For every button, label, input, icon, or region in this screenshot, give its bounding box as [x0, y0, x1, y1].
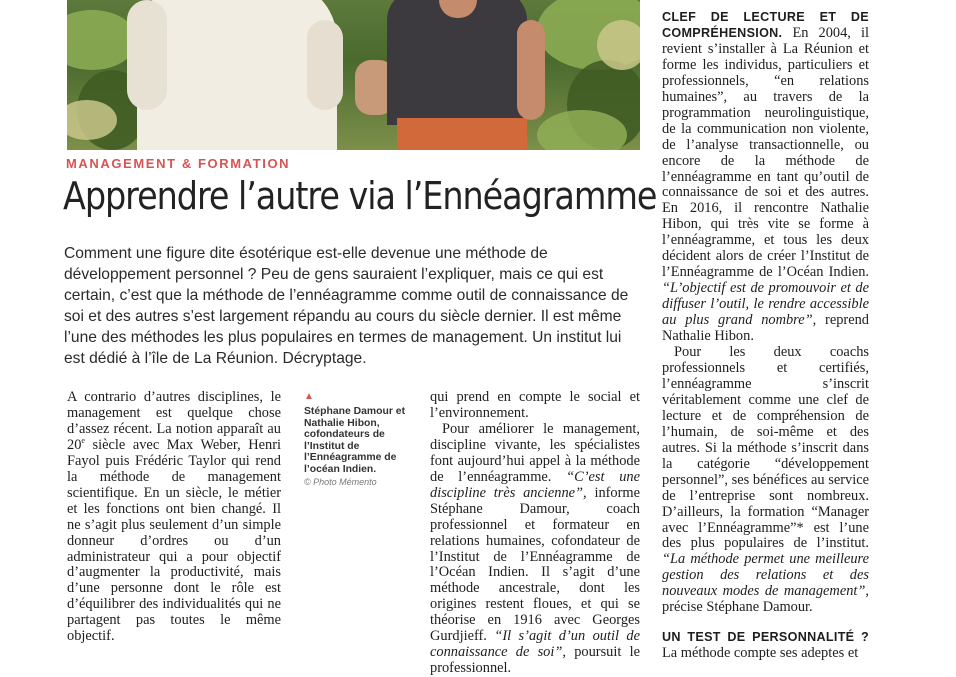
subhead-test: UN TEST DE PERSONNALITÉ ?: [662, 630, 869, 645]
photo-credit: © Photo Mémento: [304, 477, 377, 487]
article-photo: [67, 0, 640, 150]
body-column-3: qui prend en compte le social et l’environnement. Pour améliorer le management, discipline vivante, les spécialistes font aujourd’hui appel à la méthode de l’ennéagramme. “C’est une discipline très ancienne”, informe Stéphane Damour, coach professionnel et formateur en relations humaines, cofondateur de l’Institut de l’Ennéagramme de l’Océan Indien. Il s’agit d’une méthode ancestrale, dont les origines restent floues, et qui se théorise en 1916 avec Georges Gurdjieff. “Il s’agit d’un outil de connaissance de soi”, poursuit le professionnel.: [430, 389, 640, 677]
article-lead: Comment une figure dite ésotérique est-elle devenue une méthode de développement personnel ? Peu de gens sauraient l’expliquer, mais ce qui est certain, c’est que la méthode de l’ennéagramme comme outil de connaissance de soi et des autres s’est largement répandu au cours du siècle dernier. Il est même l’une des méthodes les plus populaires en termes de management. Un institut lui est dédié à l’île de La Réunion. Décryptage.: [64, 245, 629, 367]
photo-caption: [304, 391, 414, 487]
caption-text: Stéphane Damour et Nathalie Hibon, cofondateurs de l’Institut de l’Ennéagramme de l’océan Indien.: [304, 406, 406, 475]
body-column-4: CLEF DE LECTURE ET DE COMPRÉHENSION. En 2004, il revient s’installer à La Réunion et forme les individus, particuliers et professionnels, “en relations humaines”, au travers de la programmation neurolinguistique, de la communication non violente, de l’analyse transactionnelle, ou encore de la méthode de l’ennéagramme en tant qu’outil de connaissance de soi et des autres. En 2016, il rencontre Nathalie Hibon, qui très vite se forme à l’ennéagramme, et tous les deux décident alors de créer l’Institut de l’Ennéagramme de l’Océan Indien. “L’objectif est de promouvoir et de diffuser l’outil, le rendre accessible au plus grand nombre”, reprend Nathalie Hibon. Pour les deux coachs professionnels et certifiés, l’ennéagramme s’inscrit véritablement comme une clef de lecture et de compréhension de l’humain, de soi-même et des autres. Si la méthode s’inscrit dans la catégorie “développement personnel”, ses bénéfices au service de l’entreprise sont nombreux. D’ailleurs, la formation “Manager avec l’Ennéagramme”* est l’une des plus populaires de l’institut. “La méthode permet une meilleure gestion des relations et des nouveaux modes de management”, précise Stéphane Damour. UN TEST DE PERSONNALITÉ ? La méthode compte ses adeptes et: [662, 10, 869, 662]
article-headline: Apprendre l’autre via l’Ennéagramme: [63, 174, 657, 218]
caption-arrow-icon: ▲: [304, 391, 314, 402]
section-kicker: MANAGEMENT & FORMATION: [66, 156, 291, 171]
subhead-clef: CLEF DE LECTURE ET DE COMPRÉHENSION.: [662, 10, 869, 40]
body-column-1: A contrario d’autres disciplines, le management est quelque chose d’assez récent. La notion apparaît au 20e siècle avec Max Weber, Henri Fayol puis Frédéric Taylor qui rend la méthode de management scientifique. En un siècle, le métier et les fonctions ont bien changé. Il ne s’agit plus seulement d’un simple donneur d’ordres ou d’un administrateur qui a pour objectif d’augmenter la productivité, mais d’une personne dont le rôle est d’équilibrer des individualités qui ne partagent pas toutes le même objectif.: [67, 389, 281, 645]
